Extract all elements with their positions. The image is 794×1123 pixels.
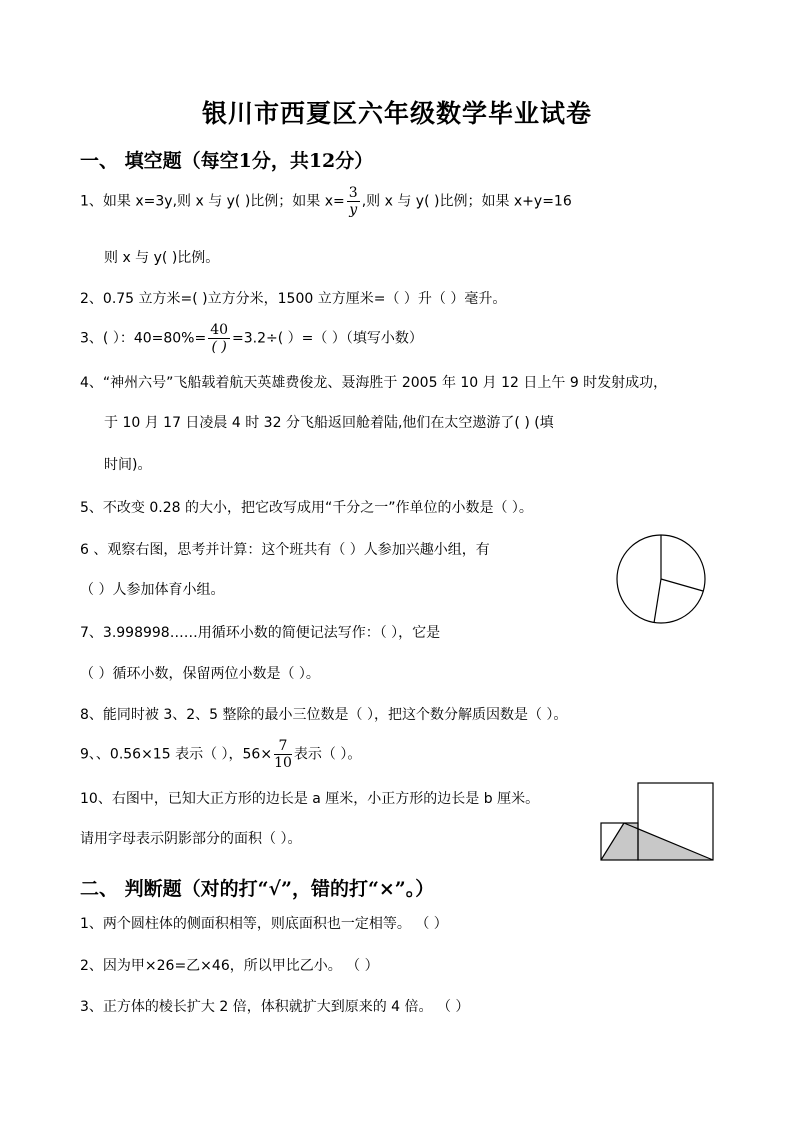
section-1-heading: 一、 填空题（每空1分，共12分） [80, 150, 374, 172]
judgement-2: 2、因为甲×26=乙×46，所以甲比乙小。 （ ） [80, 958, 379, 974]
pie-chart-figure [614, 532, 714, 628]
judgement-3: 3、正方体的棱长扩大 2 倍，体积就扩大到原来的 4 倍。 （ ） [80, 999, 470, 1015]
fraction-40-over-blank: $\frac{40}{( )}$ [210, 322, 229, 355]
question-4-line-2: 于 10 月 17 日凌晨 4 时 32 分飞船返回舱着陆,他们在太空遨游了( ) (填 [104, 415, 554, 431]
question-3-text-b: =3.2÷( ）=（ ）（填写小数） [232, 330, 423, 347]
page-title: 银川市西夏区六年级数学毕业试卷 [201, 99, 592, 128]
squares-figure [598, 780, 720, 864]
question-1-line-1 [80, 185, 572, 218]
question-10-line-2: 请用字母表示阴影部分的面积（ ）。 [80, 831, 302, 847]
fraction-3-over-y: $\frac{3}{y}$ [348, 185, 358, 218]
question-9-text-b: 表示（ ）。 [293, 746, 362, 763]
question-9-text-a: 9、、0.56×15 表示（ ），56× [80, 746, 273, 763]
question-6-line-1: 6 、观察右图，思考并计算：这个班共有（ ）人参加兴趣小组，有 [80, 542, 490, 558]
shaded-region-small [601, 823, 638, 860]
question-9 [80, 738, 361, 771]
question-3-text-a: 3、( ）：40=80%= [80, 330, 207, 347]
question-8: 8、能同时被 3、2、5 整除的最小三位数是（ ），把这个数分解质因数是（ ）。 [80, 707, 568, 723]
question-7-line-1: 7、3.998998……用循环小数的简便记法写作：（ ），它是 [80, 625, 441, 641]
question-1-text-b: ,则 x 与 y( )比例；如果 x+y=16 [361, 193, 572, 210]
question-1-line-2: 则 x 与 y( )比例。 [104, 250, 220, 266]
question-1-text-a: 1、如果 x=3y,则 x 与 y( )比例；如果 x= [80, 193, 345, 210]
question-4-line-3: 时间)。 [104, 457, 152, 473]
question-5: 5、不改变 0.28 的大小，把它改写成用“千分之一”作单位的小数是（ ）。 [80, 500, 533, 516]
section-2-heading: 二、 判断题（对的打“√”，错的打“×”。） [80, 878, 435, 900]
question-10-line-1: 10、右图中，已知大正方形的边长是 a 厘米，小正方形的边长是 b 厘米。 [80, 791, 540, 807]
question-2: 2、0.75 立方米=( )立方分米，1500 立方厘米=（ ）升（ ）毫升。 [80, 291, 507, 307]
judgement-1: 1、两个圆柱体的侧面积相等，则底面积也一定相等。 （ ） [80, 916, 448, 932]
question-3 [80, 322, 423, 355]
question-6-line-2: （ ）人参加体育小组。 [80, 582, 225, 598]
question-4-line-1: 4、“神州六号”飞船载着航天英雄费俊龙、聂海胜于 2005 年 10 月 12 日上午 9 时发射成功， [80, 375, 668, 391]
fraction-7-over-10: $\frac{7}{10}$ [274, 738, 292, 771]
question-7-line-2: （ ）循环小数，保留两位小数是（ ）。 [80, 666, 320, 682]
